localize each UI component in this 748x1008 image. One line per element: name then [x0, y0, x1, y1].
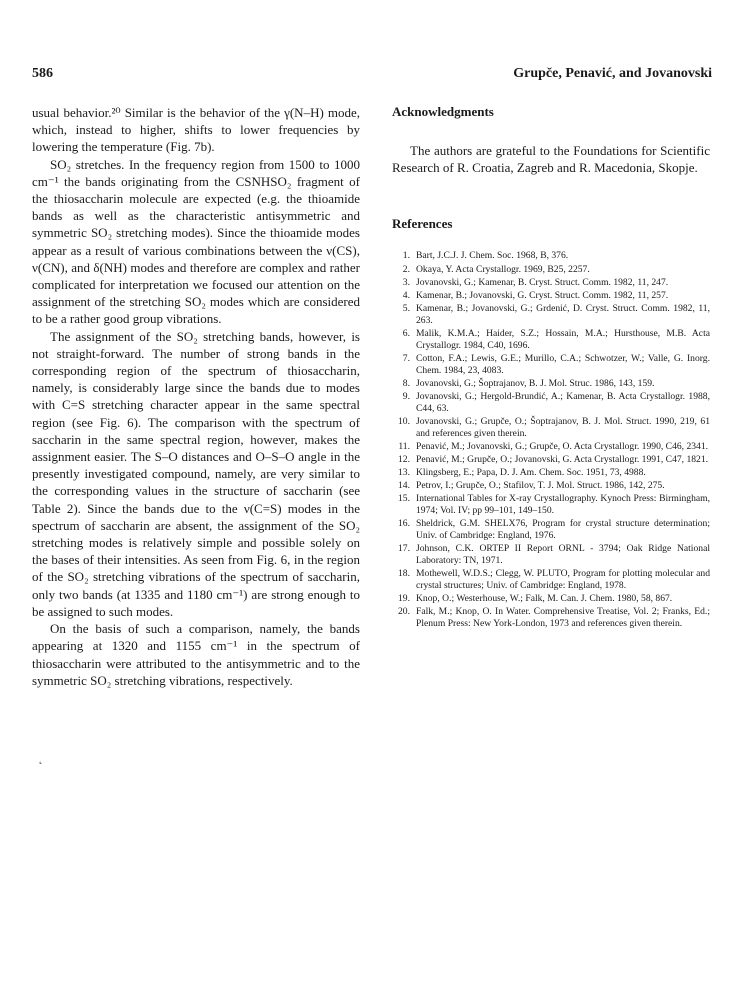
reference-item: [392, 353, 710, 377]
reference-text: Jovanovski, G.; Hergold-Brundić, A.; Kamenar, B. Acta Crystallogr. 1988, C44, 63.: [416, 390, 710, 414]
reference-text: Bart, J.C.J. J. Chem. Soc. 1968, B, 376.: [416, 250, 569, 262]
left-column: [32, 104, 360, 689]
reference-number: 10.: [398, 415, 410, 427]
reference-number: 4.: [402, 289, 410, 301]
reference-item: [392, 328, 710, 352]
reference-item: [392, 277, 710, 289]
reference-text: Kamenar, B.; Jovanovski, G.; Grdenić, D. Cryst. Struct. Comm. 1982, 11, 263.: [416, 302, 710, 326]
paragraph: The assignment of the SO₂ stretching bands, however, is not straight-forward. The number of strong bands in the corresponding region of the spectrum of thiosaccharin, namely, is considerably large since the bands due to modes with C=S stretching character appear in the same spectral region (see Fig. 6). The comparison with the spectrum of saccharin in the same spectral region, however, makes the assignment easier. The S–O distances and O–S–O angle in the presently investigated compound, namely, are very similar to the corresponding values in the structure of saccharin (see Table 2). Since the bands due to the ν(C=S) modes in the spectrum of saccharin are absent, the assignment of the SO₂ stretching modes is relatively simple and possible solely on the bases of their intensities. As seen from Fig. 6, in the region of the SO₂ stretching vibrations of the spectrum of saccharin, only two bands (at 1335 and 1180 cm⁻¹) are strong enough to be assigned to such modes.: [32, 328, 360, 619]
reference-text: Mothewell, W.D.S.; Clegg, W. PLUTO, Program for plotting molecular and crystal structures; Univ. of Cambridge: England, 1978.: [416, 568, 710, 592]
paragraph: SO₂ stretches. In the frequency region from 1500 to 1000 cm⁻¹ the bands originating from the CSNHSO₂ fragment of the thiosaccharin molecule are expected (e.g. the thioamide bands as well as the characteristic antisymmetric and symmetric SO₂ stretching modes). Since the thioamide modes appear as a result of various combinations between the ν(CS), ν(CN), and δ(NH) modes and therefore are complex and rather complicated for interpretation we focused our attention on the assignment of the stretching SO₂ modes which are considered to be a rather good group vibrations.: [32, 156, 360, 327]
reference-number: 18.: [398, 568, 410, 580]
references-list: [392, 250, 710, 630]
reference-text: Sheldrick, G.M. SHELX76, Program for crystal structure determination; Univ. of Cambridge: England, 1976.: [416, 518, 710, 542]
reference-item: [392, 467, 710, 479]
reference-item: [392, 250, 710, 262]
reference-text: Kamenar, B.; Jovanovski, G. Cryst. Struct. Comm. 1982, 11, 257.: [416, 289, 669, 301]
reference-text: Penavić, M.; Jovanovski, G.; Grupče, O. Acta Crystallogr. 1990, C46, 2341.: [416, 440, 709, 452]
reference-text: International Tables for X-ray Crystallography. Kynoch Press: Birmingham, 1974; Vol. IV; pp 99–101, 149–150.: [416, 493, 710, 517]
reference-text: Okaya, Y. Acta Crystallogr. 1969, B25, 2257.: [416, 263, 590, 275]
reference-number: 13.: [398, 467, 410, 479]
reference-item: [392, 593, 710, 605]
reference-number: 5.: [402, 302, 410, 314]
reference-text: Petrov, I.; Grupče, O.; Stafilov, T. J. Mol. Struct. 1986, 142, 275.: [416, 480, 665, 492]
reference-number: 16.: [398, 518, 410, 530]
reference-text: Falk, M.; Knop, O. In Water. Comprehensive Treatise, Vol. 2; Franks, Ed.; Plenum Press: New York-London, 1973 and references given therein.: [416, 606, 710, 630]
reference-number: 12.: [398, 453, 410, 465]
references-heading: References: [392, 216, 453, 232]
reference-item: [392, 416, 710, 440]
reference-text: Jovanovski, G.; Kamenar, B. Cryst. Struct. Comm. 1982, 11, 247.: [416, 276, 669, 288]
reference-text: Penavić, M.; Grupče, O.; Jovanovski, G. Acta Crystallogr. 1991, C47, 1821.: [416, 453, 709, 465]
reference-item: [392, 264, 710, 276]
reference-item: [392, 606, 710, 630]
reference-text: Cotton, F.A.; Lewis, G.E.; Murillo, C.A.; Schwotzer, W.; Valle, G. Inorg. Chem. 1984, 23, 4083.: [416, 352, 710, 376]
reference-number: 6.: [402, 327, 410, 339]
reference-item: [392, 378, 710, 390]
reference-text: Jovanovski, G.; Šoptrajanov, B. J. Mol. Struc. 1986, 143, 159.: [416, 377, 655, 389]
paragraph: usual behavior.²⁰ Similar is the behavior of the γ(N–H) mode, which, instead to higher, shifts to lower frequencies by lowering the temperature (Fig. 7b).: [32, 105, 360, 155]
reference-text: Johnson, C.K. ORTEP II Report ORNL - 3794; Oak Ridge National Laboratory: TN, 1971.: [416, 543, 710, 567]
reference-number: 15.: [398, 493, 410, 505]
reference-number: 2.: [402, 263, 410, 275]
reference-text: Klingsberg, E.; Papa, D. J. Am. Chem. Soc. 1951, 73, 4988.: [416, 467, 646, 479]
reference-text: Knop, O.; Westerhouse, W.; Falk, M. Can. J. Chem. 1980, 58, 867.: [416, 593, 673, 605]
reference-item: [392, 454, 710, 466]
reference-text: Jovanovski, G.; Grupče, O.; Šoptrajanov, B. J. Mol. Struct. 1990, 219, 61 and references given therein.: [416, 415, 710, 439]
reference-number: 9.: [402, 390, 410, 402]
reference-number: 17.: [398, 543, 410, 555]
reference-item: [392, 568, 710, 592]
reference-number: 8.: [402, 377, 410, 389]
reference-number: 3.: [402, 276, 410, 288]
paragraph: On the basis of such a comparison, namely, the bands appearing at 1320 and 1155 cm⁻¹ in the spectrum of thiosaccharin were attributed to the antisymmetric and to the symmetric SO₂ stretching vibrations, respectively.: [32, 621, 360, 688]
reference-item: [392, 480, 710, 492]
acknowledgments-heading: Acknowledgments: [392, 104, 494, 119]
reference-number: 7.: [402, 352, 410, 364]
reference-text: Malik, K.M.A.; Haider, S.Z.; Hossain, M.A.; Hursthouse, M.B. Acta Crystallogr. 1984, C40, 1696.: [416, 327, 710, 351]
acknowledgments-text: The authors are grateful to the Foundations for Scientific Research of R. Croatia, Zagreb and R. Macedonia, Skopje.: [392, 143, 710, 176]
reference-item: [392, 303, 710, 327]
reference-number: 19.: [398, 593, 410, 605]
running-head: Grupče, Penavić, and Jovanovski: [513, 66, 712, 81]
reference-item: [392, 290, 710, 302]
reference-number: 14.: [398, 480, 410, 492]
reference-item: [392, 543, 710, 567]
stray-mark: ˛: [39, 754, 43, 765]
page-header: [32, 66, 712, 86]
reference-item: [392, 518, 710, 542]
reference-item: [392, 493, 710, 517]
reference-number: 20.: [398, 606, 410, 618]
reference-number: 11.: [398, 440, 410, 452]
reference-item: [392, 441, 710, 453]
right-column: [392, 104, 710, 631]
reference-number: 1.: [402, 250, 410, 262]
reference-item: [392, 391, 710, 415]
page-number: 586: [32, 66, 53, 81]
